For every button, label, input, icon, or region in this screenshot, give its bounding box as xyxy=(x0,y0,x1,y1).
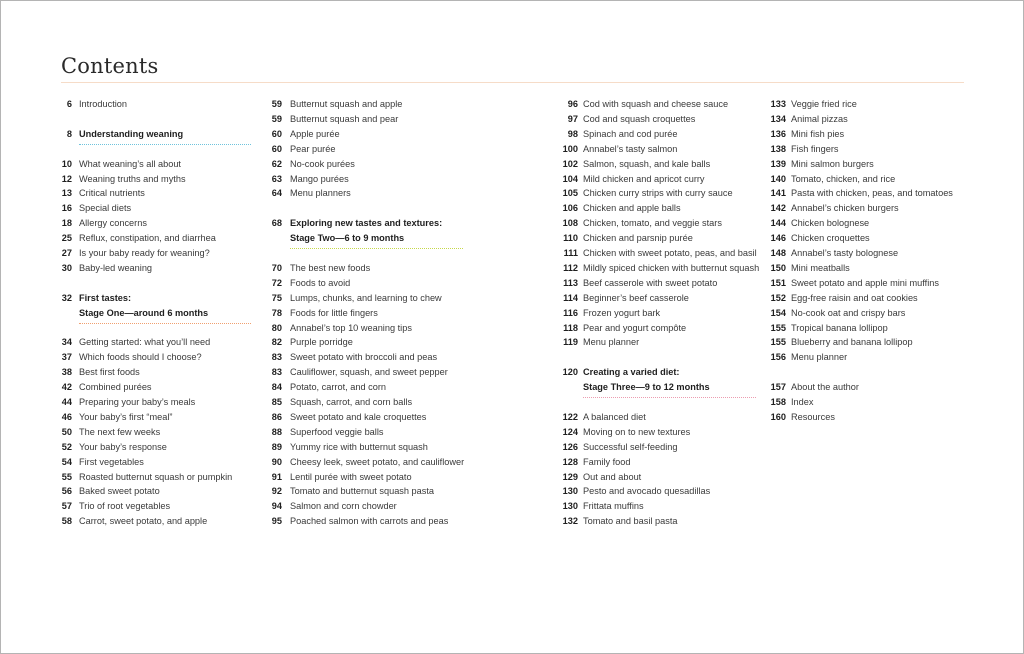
entry-title: Poached salmon with carrots and peas xyxy=(290,516,449,527)
page-number: 155 xyxy=(770,322,786,333)
entry-title: The next few weeks xyxy=(79,426,161,437)
page-number: 136 xyxy=(770,128,786,139)
entry-title: Lentil purée with sweet potato xyxy=(290,471,412,482)
page-number: 142 xyxy=(770,203,786,214)
entry-title: Animal pizzas xyxy=(791,113,848,124)
entry-title: Salmon, squash, and kale balls xyxy=(583,158,711,169)
entry-title: Chicken bolognese xyxy=(791,218,870,229)
page-number: 37 xyxy=(61,352,72,363)
page-number: 130 xyxy=(562,501,578,512)
page-number: 98 xyxy=(567,128,578,139)
entry-title: Frittata muffins xyxy=(583,501,644,512)
entry-title: Mini fish pies xyxy=(791,128,845,139)
entry-title: Allergy concerns xyxy=(79,218,147,229)
page-number: 12 xyxy=(61,173,72,184)
entry-title: Foods for little fingers xyxy=(290,307,378,318)
entry-title: Your baby’s first “meal” xyxy=(79,411,173,422)
entry-title: Out and about xyxy=(583,471,642,482)
page-number: 157 xyxy=(770,382,786,393)
page-number: 54 xyxy=(61,456,72,467)
page-number: 63 xyxy=(271,173,282,184)
entry-title: Pasta with chicken, peas, and tomatoes xyxy=(791,188,953,199)
entry-title: Chicken curry strips with curry sauce xyxy=(583,188,733,199)
page-number: 95 xyxy=(271,516,282,527)
page-number: 154 xyxy=(770,307,786,318)
page-number: 160 xyxy=(770,411,786,422)
entry-title: Chicken with sweet potato, peas, and basil xyxy=(583,248,757,258)
entry-title: Mango purées xyxy=(290,173,349,184)
page-number: 57 xyxy=(61,501,72,512)
entry-title: Annabel’s tasty bolognese xyxy=(791,248,899,258)
page-number: 116 xyxy=(563,307,578,318)
page-number: 119 xyxy=(563,337,578,348)
entry-title: Exploring new tastes and textures: xyxy=(290,218,443,229)
section-divider xyxy=(290,248,463,249)
page-number: 129 xyxy=(562,471,578,482)
page-number: 128 xyxy=(562,456,578,467)
page-number: 88 xyxy=(271,426,282,437)
page-number: 59 xyxy=(271,113,282,124)
entry-title: Baby-led weaning xyxy=(79,262,153,273)
page-number: 60 xyxy=(271,128,282,139)
section-subtitle: Stage Three—9 to 12 months xyxy=(583,382,710,393)
page-number: 44 xyxy=(61,397,72,407)
page-number: 83 xyxy=(271,367,282,378)
page-number: 91 xyxy=(271,471,282,482)
entry-title: Sweet potato and apple mini muffins xyxy=(791,277,939,288)
page-number: 27 xyxy=(61,248,72,258)
entry-title: Spinach and cod purée xyxy=(583,128,678,139)
entry-title: Family food xyxy=(583,456,631,467)
page-number: 113 xyxy=(563,277,578,288)
entry-title: About the author xyxy=(791,382,859,393)
entry-title: Moving on to new textures xyxy=(583,426,691,437)
entry-title: Cod and squash croquettes xyxy=(583,113,696,124)
entry-title: Reflux, constipation, and diarrhea xyxy=(79,233,216,244)
page-number: 105 xyxy=(562,188,578,199)
page-number: 124 xyxy=(562,426,578,437)
page-number: 59 xyxy=(271,99,282,109)
page-number: 132 xyxy=(562,516,578,527)
page-number: 75 xyxy=(271,292,282,303)
entry-title: Beef casserole with sweet potato xyxy=(583,277,718,288)
page-number: 55 xyxy=(61,471,72,482)
entry-title: What weaning’s all about xyxy=(79,158,181,169)
entry-title: Is your baby ready for weaning? xyxy=(79,248,210,258)
entry-title: Mildly spiced chicken with butternut squash xyxy=(583,262,760,273)
page-number: 104 xyxy=(562,173,578,184)
page-number: 64 xyxy=(271,188,282,199)
entry-title: First vegetables xyxy=(79,456,144,467)
page-number: 146 xyxy=(770,233,786,244)
page-number: 94 xyxy=(271,501,282,512)
section-subtitle: Stage One—around 6 months xyxy=(79,307,209,318)
entry-title: Superfood veggie balls xyxy=(290,426,384,437)
page-number: 139 xyxy=(770,158,786,169)
entry-title: A balanced diet xyxy=(583,411,646,422)
entry-title: Fish fingers xyxy=(791,143,839,154)
entry-title: Chicken and parsnip purée xyxy=(583,233,693,244)
page-number: 138 xyxy=(770,143,786,154)
page-number: 130 xyxy=(562,486,578,497)
entry-title: Critical nutrients xyxy=(79,188,145,199)
entry-title: Menu planners xyxy=(290,188,351,199)
page-number: 85 xyxy=(271,397,282,407)
entry-title: No-cook purées xyxy=(290,158,355,169)
page-number: 114 xyxy=(563,292,578,303)
page-number: 8 xyxy=(66,128,72,139)
page-number: 86 xyxy=(271,411,282,422)
entry-title: Butternut squash and apple xyxy=(290,99,403,109)
page-number: 13 xyxy=(61,188,72,199)
entry-title: Annabel’s chicken burgers xyxy=(791,203,899,214)
entry-title: Special diets xyxy=(79,203,132,214)
page-number: 155 xyxy=(770,337,786,348)
entry-title: Annabel’s tasty salmon xyxy=(583,143,678,154)
entry-title: Menu planner xyxy=(791,352,848,363)
section-subtitle: Stage Two—6 to 9 months xyxy=(290,233,405,244)
page-number: 156 xyxy=(770,352,786,363)
entry-title: First tastes: xyxy=(79,292,132,303)
page-number: 158 xyxy=(770,397,786,407)
entry-title: Yummy rice with butternut squash xyxy=(290,441,428,452)
entry-title: Mini meatballs xyxy=(791,262,850,273)
page-number: 106 xyxy=(562,203,578,214)
page-number: 25 xyxy=(61,233,72,244)
entry-title: Menu planner xyxy=(583,337,640,348)
entry-title: Pear and yogurt compôte xyxy=(583,322,687,333)
entry-title: Carrot, sweet potato, and apple xyxy=(79,516,208,527)
page-number: 70 xyxy=(271,262,282,273)
page-number: 152 xyxy=(770,292,786,303)
page-number: 72 xyxy=(271,277,282,288)
entry-title: Cod with squash and cheese sauce xyxy=(583,99,729,109)
page-number: 56 xyxy=(61,486,72,497)
page-number: 92 xyxy=(271,486,282,497)
entry-title: Potato, carrot, and corn xyxy=(290,382,387,393)
page-number: 38 xyxy=(61,367,72,378)
entry-title: Weaning truths and myths xyxy=(79,173,186,184)
page-number: 140 xyxy=(770,173,786,184)
entry-title: Understanding weaning xyxy=(79,128,184,139)
entry-title: Butternut squash and pear xyxy=(290,113,399,124)
page-number: 96 xyxy=(567,99,578,109)
page-number: 151 xyxy=(770,277,786,288)
entry-title: Lumps, chunks, and learning to chew xyxy=(290,292,442,303)
page-number: 118 xyxy=(563,322,578,333)
page-number: 102 xyxy=(562,158,578,169)
entry-title: Tomato and butternut squash pasta xyxy=(290,486,435,497)
page-number: 32 xyxy=(61,292,72,303)
page-title: Contents xyxy=(61,54,159,78)
page-number: 110 xyxy=(563,233,578,244)
page-number: 150 xyxy=(770,262,786,273)
page-number: 122 xyxy=(562,411,578,422)
entry-title: Preparing your baby’s meals xyxy=(79,397,196,407)
section-divider xyxy=(583,397,756,398)
entry-title: Pesto and avocado quesadillas xyxy=(583,486,711,497)
entry-title: Resources xyxy=(791,411,835,422)
entry-title: No-cook oat and crispy bars xyxy=(791,307,906,318)
entry-title: Chicken, tomato, and veggie stars xyxy=(583,218,722,229)
entry-title: Baked sweet potato xyxy=(79,486,160,497)
entry-title: Blueberry and banana lollipop xyxy=(791,337,913,348)
page-number: 100 xyxy=(562,143,578,154)
page-number: 120 xyxy=(562,367,578,378)
entry-title: Annabel’s top 10 weaning tips xyxy=(290,322,412,333)
entry-title: Mini salmon burgers xyxy=(791,158,874,169)
page-number: 78 xyxy=(271,307,282,318)
page-number: 68 xyxy=(271,218,282,229)
entry-title: Creating a varied diet: xyxy=(583,367,680,378)
page-number: 46 xyxy=(61,411,72,422)
page-number: 89 xyxy=(271,441,282,452)
entry-title: Pear purée xyxy=(290,143,336,154)
page-number: 42 xyxy=(61,382,72,393)
page-number: 144 xyxy=(770,218,786,229)
title-divider xyxy=(61,82,964,83)
entry-title: Apple purée xyxy=(290,128,340,139)
entry-title: Trio of root vegetables xyxy=(79,501,171,512)
entry-title: Combined purées xyxy=(79,382,152,393)
entry-title: Tropical banana lollipop xyxy=(791,322,888,333)
page-number: 60 xyxy=(271,143,282,154)
page-number: 83 xyxy=(271,352,282,363)
entry-title: Veggie fried rice xyxy=(791,99,857,109)
entry-title: Sweet potato and kale croquettes xyxy=(290,411,427,422)
page-number: 108 xyxy=(562,218,578,229)
entry-title: Introduction xyxy=(79,99,128,109)
entry-title: Frozen yogurt bark xyxy=(583,307,661,318)
page-number: 134 xyxy=(770,113,786,124)
entry-title: Successful self-feeding xyxy=(583,441,678,452)
page-number: 52 xyxy=(61,441,72,452)
page-number: 82 xyxy=(271,337,282,348)
entry-title: Tomato and basil pasta xyxy=(583,516,678,527)
section-divider xyxy=(79,323,251,324)
page-number: 111 xyxy=(563,248,578,258)
page-number: 18 xyxy=(61,218,72,229)
page-number: 133 xyxy=(770,99,786,109)
entry-title: Mild chicken and apricot curry xyxy=(583,173,705,184)
page-number: 34 xyxy=(61,337,72,348)
entry-title: Sweet potato with broccoli and peas xyxy=(290,352,438,363)
page-number: 80 xyxy=(271,322,282,333)
entry-title: Beginner’s beef casserole xyxy=(583,292,689,303)
entry-title: Roasted butternut squash or pumpkin xyxy=(79,471,233,482)
entry-title: Squash, carrot, and corn balls xyxy=(290,397,413,407)
entry-title: Your baby’s response xyxy=(79,441,167,452)
entry-title: Best first foods xyxy=(79,367,140,378)
entry-title: Tomato, chicken, and rice xyxy=(791,173,896,184)
entry-title: Chicken croquettes xyxy=(791,233,870,244)
entry-title: Egg-free raisin and oat cookies xyxy=(791,292,918,303)
entry-title: Chicken and apple balls xyxy=(583,203,681,214)
entry-title: Purple porridge xyxy=(290,337,353,348)
page-number: 62 xyxy=(271,158,282,169)
entry-title: Getting started: what you’ll need xyxy=(79,337,211,348)
entry-title: Cheesy leek, sweet potato, and cauliflower xyxy=(290,456,465,467)
page-number: 16 xyxy=(61,203,72,214)
page-number: 50 xyxy=(61,426,72,437)
entry-title: Which foods should I choose? xyxy=(79,352,202,363)
entry-title: Salmon and corn chowder xyxy=(290,501,397,512)
page-number: 58 xyxy=(61,516,72,527)
entry-title: Index xyxy=(791,397,814,407)
page-number: 90 xyxy=(271,456,282,467)
page-number: 97 xyxy=(567,113,578,124)
page-number: 112 xyxy=(563,262,578,273)
page-number: 141 xyxy=(770,188,786,199)
page-number: 30 xyxy=(61,262,72,273)
page-number: 84 xyxy=(271,382,282,393)
page-number: 126 xyxy=(562,441,578,452)
page-number: 10 xyxy=(61,158,72,169)
section-divider xyxy=(79,144,251,145)
page-number: 6 xyxy=(66,99,72,109)
entry-title: The best new foods xyxy=(290,262,371,273)
page-number: 148 xyxy=(770,248,786,258)
entry-title: Cauliflower, squash, and sweet pepper xyxy=(290,367,448,378)
entry-title: Foods to avoid xyxy=(290,277,351,288)
